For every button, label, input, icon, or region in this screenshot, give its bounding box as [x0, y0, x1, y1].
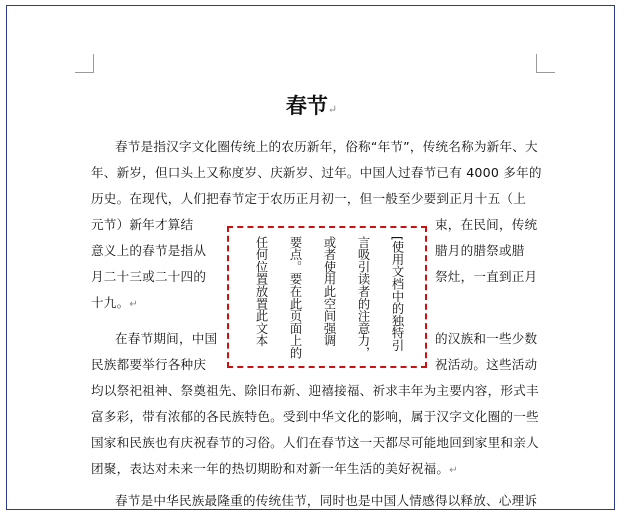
body-line[interactable]: 元节）新年才算结 [91, 217, 194, 232]
crop-mark-top-right [536, 54, 555, 73]
body-line[interactable]: 祝活动。这些活动 [435, 357, 538, 372]
paragraph-mark-icon: ↵ [327, 103, 338, 116]
body-line[interactable]: 历史。在现代，人们把春节定于农历正月初一，但一般至少要到正月十五（上 [91, 191, 526, 206]
paragraph-mark-icon: ↵ [449, 465, 458, 476]
document-title[interactable]: 春节↵ [285, 93, 338, 118]
textbox-column[interactable]: 任何位置放置此文本 [254, 236, 268, 347]
body-line[interactable]: 春节是中华民族最隆重的传统佳节，同时也是中国人情感得以释放、心理诉 [115, 493, 538, 508]
body-line[interactable]: 民族都要举行各种庆 [91, 357, 207, 372]
body-line[interactable]: 的汉族和一些少数 [435, 331, 538, 346]
crop-mark-top-left [75, 54, 94, 73]
textbox-column[interactable]: 或者使用此空间强调 [322, 236, 336, 347]
body-line[interactable]: 年、新岁，但口头上又称度岁、庆新岁、过年。中国人过春节已有 4000 多年的 [91, 165, 542, 180]
textbox-column[interactable]: 要点。要在此页面上的 [288, 236, 302, 359]
body-line[interactable]: 在春节期间，中国 [115, 331, 218, 346]
body-line[interactable]: 国家和民族也有庆祝春节的习俗。人们在春节这一天都尽可能地回到家里和亲人 [91, 435, 539, 450]
body-line[interactable]: 春节是指汉字文化圈传统上的农历新年，俗称“年节”，传统名称为新年、大 [115, 139, 538, 154]
document-page[interactable] [6, 5, 615, 510]
paragraph-mark-icon: ↵ [129, 299, 138, 310]
body-line[interactable]: 十九。↵ [91, 295, 138, 310]
textbox-column[interactable]: [使用文档中的独特引 [390, 236, 404, 352]
vertical-text-box[interactable] [227, 226, 427, 368]
body-line[interactable]: 团聚，表达对未来一年的热切期盼和对新一年生活的美好祝福。↵ [91, 461, 458, 476]
body-line[interactable]: 腊月的腊祭或腊 [435, 243, 525, 258]
body-line[interactable]: 祭灶，一直到正月 [435, 269, 538, 284]
body-line[interactable]: 月二十三或二十四的 [91, 269, 207, 284]
body-line[interactable]: 均以祭祀祖神、祭奠祖先、除旧布新、迎禧接福、祈求丰年为主要内容，形式丰 [91, 383, 539, 398]
body-line[interactable]: 意义上的春节是指从 [91, 243, 207, 258]
body-line[interactable]: 束，在民间，传统 [435, 217, 538, 232]
textbox-column[interactable]: 言吸引读者的注意力， [356, 236, 370, 359]
body-line[interactable]: 富多彩，带有浓郁的各民族特色。受到中华文化的影响，属于汉字文化圈的一些 [91, 409, 539, 424]
